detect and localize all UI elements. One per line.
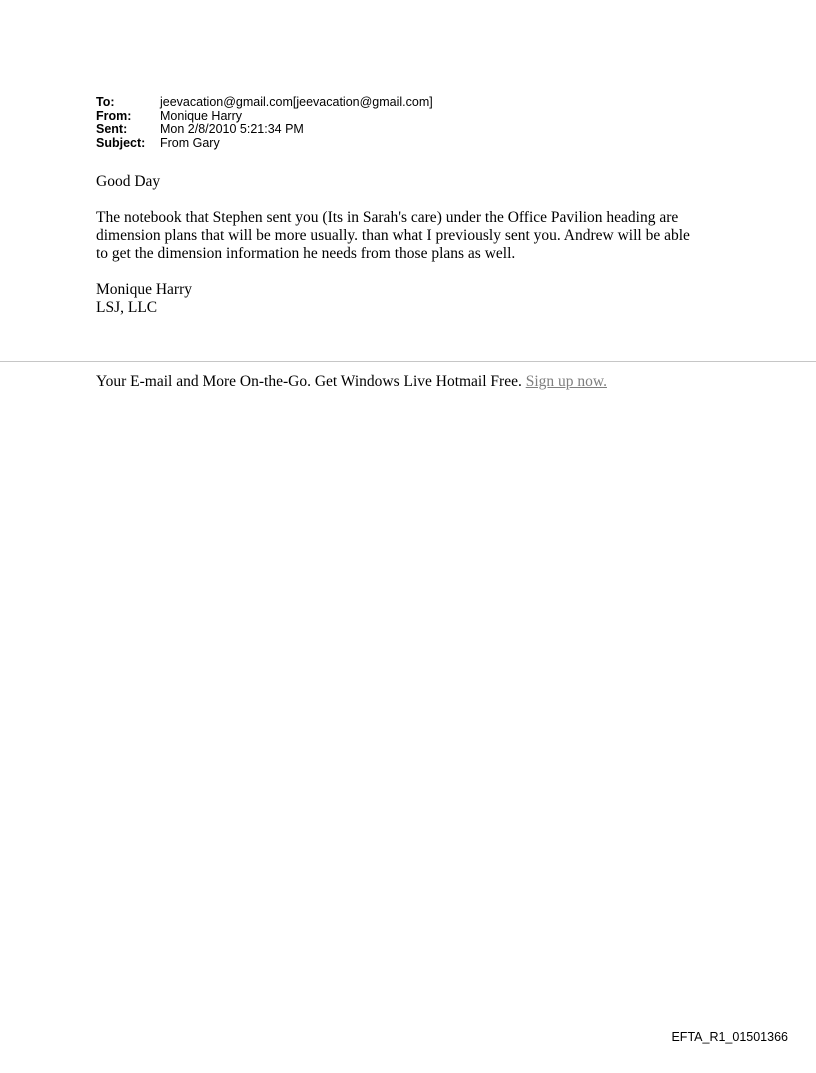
sign-up-link[interactable]: Sign up now. [525, 373, 607, 390]
header-row-from [96, 110, 433, 124]
sent-value: Mon 2/8/2010 5:21:34 PM [160, 122, 304, 136]
sent-label: Sent: [96, 122, 128, 136]
header-row-sent [96, 123, 433, 137]
email-body [96, 173, 736, 335]
header-row-to [96, 96, 433, 110]
greeting: Good Day [96, 173, 161, 190]
signature-name: Monique Harry [96, 281, 192, 298]
message-line: dimension plans that will be more usually. than what I previously sent you. Andrew will be able [96, 227, 690, 244]
message-line: to get the dimension information he needs from those plans as well. [96, 245, 516, 262]
to-label: To: [96, 95, 115, 109]
signature [96, 281, 736, 317]
footer-promo [96, 373, 607, 391]
subject-label: Subject: [96, 135, 146, 150]
message-line: The notebook that Stephen sent you (Its in Sarah's care) under the Office Pavilion heading are [96, 209, 679, 226]
subject-value: From Gary [160, 135, 220, 150]
from-label: From: [96, 108, 132, 123]
document-id: EFTA_R1_01501366 [671, 1030, 788, 1044]
to-value: jeevacation@gmail.com[jeevacation@gmail.com] [160, 95, 433, 109]
signature-company: LSJ, LLC [96, 299, 158, 316]
message-paragraph [96, 209, 736, 263]
footer-divider [0, 361, 816, 362]
footer-promo-text: Your E-mail and More On-the-Go. Get Windows Live Hotmail Free. [96, 373, 526, 390]
email-header [96, 96, 433, 150]
header-row-subject [96, 137, 433, 151]
from-value: Monique Harry [160, 108, 242, 123]
